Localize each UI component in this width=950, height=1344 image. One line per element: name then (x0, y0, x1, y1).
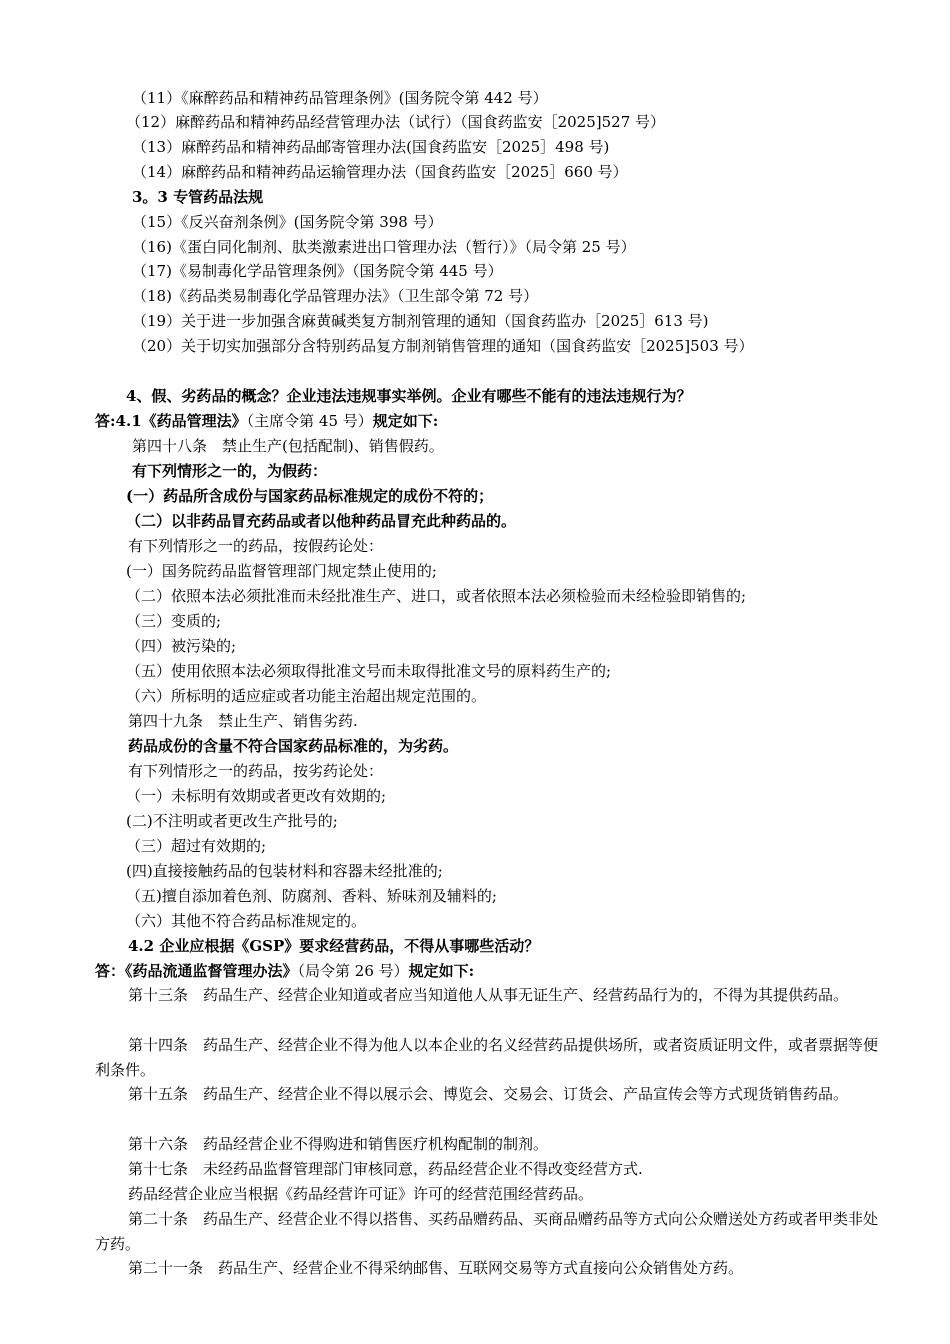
law-item-20: （20）关于切实加强部分含特别药品复方制剂销售管理的通知（国食药监安［2025]503 号） (132, 337, 754, 355)
as-fake-item-6: （六）所标明的适应症或者功能主治超出规定范围的。 (126, 687, 487, 705)
answer-4-2-suffix: 规定如下: (408, 962, 475, 980)
answer-4-1-prefix: 答:4.1《药品管理法》 (95, 412, 247, 430)
as-fake-intro: 有下列情形之一的药品，按假药论处： (128, 537, 384, 555)
inferior-drug-definition: 药品成份的含量不符合国家药品标准的，为劣药。 (128, 737, 459, 755)
as-fake-item-5: （五）使用依照本法必须取得批准文号而未取得批准文号的原料药生产的; (126, 662, 612, 680)
question-4: 4、假、劣药品的概念？企业违法违规事实举例。企业有哪些不能有的违法违规行为？ (126, 387, 692, 405)
fake-drug-case-1: (一）药品所含成份与国家药品标准规定的成份不符的； (126, 487, 494, 505)
answer-4-1-heading (95, 409, 438, 433)
law-item-16: （16)《蛋白同化制剂、肽类激素进出口管理办法（暂行）》（局令第 25 号） (132, 238, 636, 256)
article-21: 第二十一条 药品生产、经营企业不得采纳邮售、互联网交易等方式直接向公众销售处方药。 (128, 1259, 744, 1277)
as-fake-item-3: （三）变质的; (126, 612, 222, 630)
article-14-text: 第十四条 药品生产、经营企业不得为他人以本企业的名义经营药品提供场所，或者资质证明文件，或者票据等便利条件。 (95, 1036, 879, 1079)
answer-4-2-mid: （局令第 26 号） (297, 962, 409, 980)
law-item-17: （17)《易制毒化学品管理条例》（国务院令第 445 号） (132, 262, 503, 280)
law-item-11: （11）《麻醉药品和精神药品管理条例》(国务院令第 442 号） (132, 89, 548, 107)
article-13 (95, 983, 885, 1008)
answer-4-1-suffix: 规定如下: (372, 412, 439, 430)
as-inferior-intro: 有下列情形之一的药品，按劣药论处： (128, 762, 384, 780)
article-20 (95, 1207, 885, 1256)
article-20-text: 第二十条 药品生产、经营企业不得以搭售、买药品赠药品、买商品赠药品等方式向公众赠送处方药或者甲类非处方药。 (95, 1210, 879, 1253)
as-inferior-item-2: (二)不注明或者更改生产批号的; (126, 812, 338, 830)
article-14 (95, 1033, 885, 1082)
question-4-2: 4.2 企业应根据《GSP》要求经营药品，不得从事哪些活动？ (128, 937, 540, 955)
article-13-text: 第十三条 药品生产、经营企业知道或者应当知道他人从事无证生产、经营药品行为的，不得为其提供药品。 (128, 986, 849, 1004)
law-item-19: （19）关于进一步加强含麻黄碱类复方制剂管理的通知（国食药监办［2025］613 号) (132, 312, 709, 330)
fake-drug-intro: 有下列情形之一的，为假药： (132, 462, 328, 480)
as-inferior-item-6: （六）其他不符合药品标准规定的。 (126, 912, 367, 930)
answer-4-2-heading (95, 959, 474, 983)
answer-4-2-prefix: 答：《药品流通监督管理办法》 (95, 962, 298, 980)
article-16: 第十六条 药品经营企业不得购进和销售医疗机构配制的制剂。 (128, 1135, 549, 1153)
article-15-text: 第十五条 药品生产、经营企业不得以展示会、博览会、交易会、订货会、产品宣传会等方式现货销售药品。 (128, 1085, 849, 1103)
fake-drug-case-2: （二）以非药品冒充药品或者以他种药品冒充此种药品的。 (126, 512, 517, 530)
article-48: 第四十八条 禁止生产(包括配制)、销售假药。 (132, 437, 444, 455)
article-15 (95, 1082, 885, 1107)
as-fake-item-4: （四）被污染的; (126, 637, 237, 655)
as-inferior-item-5: （五)擅自添加着色剂、防腐剂、香料、矫味剂及辅料的; (126, 887, 497, 905)
article-17: 第十七条 未经药品监督管理部门审核同意，药品经营企业不得改变经营方式. (128, 1160, 643, 1178)
law-item-14: （14）麻醉药品和精神药品运输管理办法（国食药监安［2025］660 号） (132, 163, 628, 181)
as-fake-item-1: (一）国务院药品监督管理部门规定禁止使用的; (126, 562, 437, 580)
law-item-12: （12）麻醉药品和精神药品经营管理办法（试行）（国食药监安［2025]527 号） (126, 113, 666, 131)
as-inferior-item-1: （一）未标明有效期或者更改有效期的; (126, 787, 387, 805)
law-item-13: （13）麻醉药品和精神药品邮寄管理办法(国食药监安［2025］498 号) (132, 138, 610, 156)
law-item-18: （18)《药品类易制毒化学品管理办法》（卫生部令第 72 号） (132, 287, 539, 305)
as-inferior-item-4: (四)直接接触药品的包装材料和容器未经批准的; (126, 862, 443, 880)
law-item-15: （15）《反兴奋剂条例》(国务院令第 398 号） (132, 213, 443, 231)
section-heading-3-3: 3。3 专管药品法规 (132, 188, 264, 206)
answer-4-1-mid: （主席令第 45 号） (246, 412, 373, 430)
article-49: 第四十九条 禁止生产、销售劣药. (128, 712, 358, 730)
as-fake-item-2: （二）依照本法必须批准而未经批准生产、进口，或者依照本法必须检验而未经检验即销售的; (126, 587, 747, 605)
as-inferior-item-3: （三）超过有效期的; (126, 837, 267, 855)
article-17-b: 药品经营企业应当根据《药品经营许可证》许可的经营范围经营药品。 (128, 1185, 594, 1203)
